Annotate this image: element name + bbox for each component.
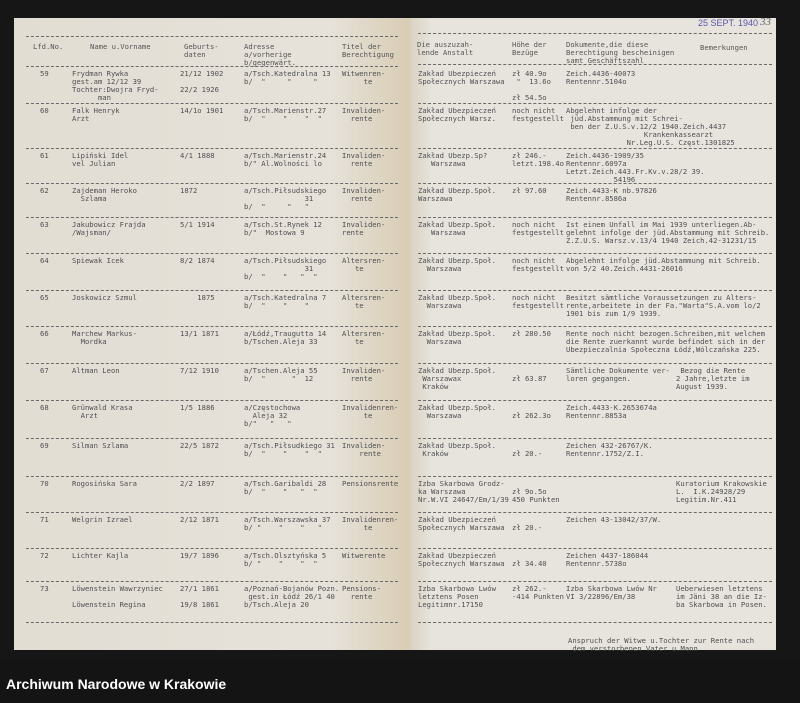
row-73-address: a/Poznań-Bojanów Pozn. gest.in Łódź 26/1 40 b/Tsch.Aleja 20 bbox=[244, 584, 340, 609]
row-64-institution: Zakład Ubezp.Społ. Warszawa bbox=[418, 256, 496, 273]
row-66-birth: 13/1 1871 bbox=[180, 329, 219, 338]
row-72-address: a/Tsch.Olsztyńska 5 b/ " " " " bbox=[244, 551, 327, 568]
archive-name: Archiwum Narodowe w Krakowie bbox=[6, 676, 227, 692]
row-66-name: Marchew Markus- Mordka bbox=[72, 329, 137, 346]
row-64-name: Spiewak Icek bbox=[72, 256, 124, 265]
row-separator bbox=[418, 400, 772, 401]
row-71-no: 71 bbox=[40, 515, 49, 524]
row-59-title: Witwenren- te bbox=[342, 69, 386, 86]
row-69-amount: zł 20.- bbox=[512, 449, 543, 458]
row-63-amount: noch nicht festgestellt bbox=[512, 220, 564, 237]
row-73-documents: Izba Skarbowa Lwów Nr VI 3/22896/Em/38 bbox=[566, 584, 657, 601]
row-65-title: Altersren- te bbox=[342, 293, 386, 310]
row-60-birth: 14/1o 1901 bbox=[180, 106, 224, 115]
row-70-institution: Izba Skarbowa Grodz- ka Warszawa Nr.W.VI 24647/Em/1/39 bbox=[418, 479, 509, 504]
row-72-birth: 19/7 1896 bbox=[180, 551, 219, 560]
row-60-no: 60 bbox=[40, 106, 49, 115]
row-63-name: Jakubowicz Frajda /Wajsman/ bbox=[72, 220, 146, 237]
header-birth: Geburts- daten bbox=[184, 42, 219, 59]
row-66-title: Altersren- te bbox=[342, 329, 386, 346]
row-separator bbox=[26, 148, 398, 149]
header-no: Lfd.No. bbox=[33, 42, 64, 51]
row-62-name: Zajdeman Heroko Szlama bbox=[72, 186, 137, 203]
row-70-no: 70 bbox=[40, 479, 49, 488]
row-73-name: Löwenstein Wawrzyniec Löwenstein Regina bbox=[72, 584, 163, 609]
row-72-title: Witwerente bbox=[342, 551, 386, 560]
row-67-remarks: Bezog die Rente 2 Jahre,letzte im August 1939. bbox=[676, 366, 750, 391]
row-60-documents: Abgelehnt infolge der jüd.Abstammung mit Schrei- ben der Z.U.S.v.12/2 1940.Zeich.4437 Krankenkassearzt Nr.Leg.U.S. Częst.1301825 bbox=[566, 106, 735, 147]
row-separator bbox=[418, 217, 772, 218]
row-71-documents: Zeichen 43-13042/37/W. bbox=[566, 515, 662, 524]
row-64-address: a/Tsch.Piłsudskiego 31 b/ " " " " bbox=[244, 256, 327, 281]
row-63-institution: Zakład Ubezp.Społ. Warszawa bbox=[418, 220, 496, 237]
row-67-documents: Sämtliche Dokumente ver- loren gegangen. bbox=[566, 366, 670, 383]
row-70-remarks: Kuratorium Krakowskie L. I.K.24928/29 Legitim.Nr.411 bbox=[676, 479, 767, 504]
row-separator bbox=[26, 363, 398, 364]
row-separator bbox=[418, 253, 772, 254]
row-63-birth: 5/1 1914 bbox=[180, 220, 215, 229]
row-separator bbox=[26, 290, 398, 291]
row-66-no: 66 bbox=[40, 329, 49, 338]
row-separator bbox=[418, 103, 772, 104]
row-68-documents: Zeich.4433-K.2653674a Rentennr.8853a bbox=[566, 403, 657, 420]
row-61-birth: 4/1 1888 bbox=[180, 151, 215, 160]
row-64-no: 64 bbox=[40, 256, 49, 265]
row-72-no: 72 bbox=[40, 551, 49, 560]
row-separator bbox=[418, 290, 772, 291]
row-separator bbox=[418, 581, 772, 582]
row-59-birth: 21/12 1902 22/2 1926 bbox=[180, 69, 224, 94]
row-62-title: Invaliden- rente bbox=[342, 186, 386, 203]
row-67-institution: Zakład Ubezp.Społ. Warszawax Kraków bbox=[418, 366, 496, 391]
row-separator bbox=[418, 183, 772, 184]
row-62-documents: Zeich.4433-K nb.97826 Rentennr.8586a bbox=[566, 186, 657, 203]
row-71-address: a/Tsch.Warszawska 37 b/ " " " " bbox=[244, 515, 331, 532]
row-59-no: 59 bbox=[40, 69, 49, 78]
row-64-documents: Abgelehnt infolge jüd.Abstammung mit Schreib. von 5/2 40.Zeich.4431-26016 bbox=[566, 256, 761, 273]
page-number: 33 bbox=[760, 16, 771, 28]
row-62-birth: 1872 bbox=[180, 186, 198, 195]
row-71-name: Welgrin Izrael bbox=[72, 515, 133, 524]
row-70-name: Rogosińska Sara bbox=[72, 479, 137, 488]
row-60-title: Invaliden- rente bbox=[342, 106, 386, 123]
row-separator bbox=[418, 548, 772, 549]
row-69-documents: Zeichen 432-26767/K. Rentennr.1752/Z.I. bbox=[566, 441, 653, 458]
row-separator bbox=[418, 363, 772, 364]
row-61-documents: Zeich.4436-1909/35 Rentennr.6097a Letzt.Zeich.443.Fr.Kv.v.28/2 39. 54196 bbox=[566, 151, 705, 184]
row-63-documents: Ist einem Unfall im Mai 1939 unterliegen.Ab- gelehnt infolge der jüd.Abstammung mit Schreib. Z.Z.U.S. Warsz.v.13/4 1940 Zeich.42-31231/15 bbox=[566, 220, 770, 245]
row-59-documents: Zeich.4436-40073 Rentennr.5104o bbox=[566, 69, 636, 86]
row-68-name: Grünwald Krasa Arzt bbox=[72, 403, 133, 420]
row-65-birth: 1875 bbox=[180, 293, 215, 302]
row-70-amount: zł 9o.5o 450 Punkten bbox=[512, 487, 560, 504]
row-61-name: Lipiński Idel vel Julian bbox=[72, 151, 129, 168]
row-separator bbox=[418, 512, 772, 513]
row-72-documents: Zeichen 4437-186044 Rentennr.5738o bbox=[566, 551, 649, 568]
header-institution: Die auszuzah- lende Anstalt bbox=[417, 40, 474, 57]
header-name: Name u.Vorname bbox=[90, 42, 151, 51]
row-70-address: a/Tsch.Garibaldi 28 b/ " " " " bbox=[244, 479, 327, 496]
row-67-title: Invaliden- rente bbox=[342, 366, 386, 383]
row-71-title: Invalidenren- te bbox=[342, 515, 399, 532]
row-64-title: Altersren- te bbox=[342, 256, 386, 273]
header-amount: Höhe der Bezüge bbox=[512, 40, 547, 57]
row-separator bbox=[418, 33, 772, 34]
row-67-no: 67 bbox=[40, 366, 49, 375]
footer-bar bbox=[0, 660, 800, 703]
row-71-birth: 2/12 1871 bbox=[180, 515, 219, 524]
row-separator bbox=[26, 253, 398, 254]
row-62-institution: Zakład Ubezp.Społ. Warszawa bbox=[418, 186, 496, 203]
row-70-title: Pensionsrente bbox=[342, 479, 399, 488]
row-separator bbox=[418, 476, 772, 477]
row-66-address: a/Łódź,Traugutta 14 b/Tschen.Aleja 33 bbox=[244, 329, 327, 346]
row-65-documents: Besitzt sämtliche Voraussetzungen zu Alters- rente,arbeitete in der Fa."Warta"S.A.vom lo/2 1901 bis zum 1/9 1939. bbox=[566, 293, 761, 318]
row-separator bbox=[26, 512, 398, 513]
row-60-amount: noch nicht festgestellt bbox=[512, 106, 564, 123]
row-separator bbox=[418, 64, 772, 65]
row-73-title: Pensions- rente bbox=[342, 584, 381, 601]
row-separator bbox=[418, 148, 772, 149]
row-66-documents: Rente noch nicht bezogen.Schreiben,mit welchem die Rente zuerkannt wurde befindet sich in der Ubezpieczalnia Społeczna Łódź,Wólczańska 225. bbox=[566, 329, 766, 354]
row-65-institution: Zakład Ubezp.Społ. Warszawa bbox=[418, 293, 496, 310]
row-63-address: a/Tsch.St.Rynek 12 b/" Mostowa 9 bbox=[244, 220, 322, 237]
row-separator bbox=[26, 581, 398, 582]
header-address: Adresse a/vorherige b/gegenwärt. bbox=[244, 42, 296, 67]
row-separator bbox=[26, 548, 398, 549]
row-separator bbox=[26, 438, 398, 439]
row-69-birth: 22/5 1872 bbox=[180, 441, 219, 450]
row-68-title: Invalidenren- te bbox=[342, 403, 399, 420]
header-title: Titel der Berechtigung bbox=[342, 42, 394, 59]
row-63-title: Invaliden- rente bbox=[342, 220, 386, 237]
row-66-amount: zł 280.50 bbox=[512, 329, 551, 338]
row-separator bbox=[26, 36, 398, 37]
row-separator bbox=[26, 183, 398, 184]
row-separator bbox=[26, 217, 398, 218]
row-65-amount: noch nicht festgestellt bbox=[512, 293, 564, 310]
row-72-amount: zł 34.40 bbox=[512, 559, 547, 568]
row-59-institution: Zakład Ubezpieczeń Społecznych Warszawa bbox=[418, 69, 505, 86]
row-68-birth: 1/5 1886 bbox=[180, 403, 215, 412]
row-67-birth: 7/12 1910 bbox=[180, 366, 219, 375]
row-72-name: Lichter Kajla bbox=[72, 551, 129, 560]
row-61-institution: Zakład Ubezp.Sp? Warszawa bbox=[418, 151, 488, 168]
row-67-address: a/Tschen.Aleja 55 b/ " " 12 bbox=[244, 366, 318, 383]
row-62-amount: zł 97.60 bbox=[512, 186, 547, 195]
row-68-address: a/Częstochowa Aleja 32 b/" " " bbox=[244, 403, 301, 428]
row-69-name: Silman Szlama bbox=[72, 441, 129, 450]
row-73-no: 73 bbox=[40, 584, 49, 593]
row-71-amount: zł 20.- bbox=[512, 523, 543, 532]
row-60-name: Falk Henryk Arzt bbox=[72, 106, 120, 123]
row-separator bbox=[26, 400, 398, 401]
row-separator bbox=[26, 476, 398, 477]
row-59-name: Frydman Rywka gest.am 12/12 39 Tochter:Dwojra Fryd- man bbox=[72, 69, 159, 102]
row-60-institution: Zakład Ubezpieczeń Społecznych Warsz. bbox=[418, 106, 496, 123]
row-68-amount: zł 262.3o bbox=[512, 411, 551, 420]
row-68-no: 68 bbox=[40, 403, 49, 412]
row-69-address: a/Tsch.Piłsudkiego 31 b/ " " " " bbox=[244, 441, 335, 458]
row-59-amount: zł 40.9o " 13.6o zł 54.5o bbox=[512, 69, 551, 102]
row-65-name: Joskowicz Szmul bbox=[72, 293, 137, 302]
date-stamp: 25 SEPT. 1940 bbox=[698, 18, 759, 28]
row-68-institution: Zakład Ubezp.Społ. Warszawa bbox=[418, 403, 496, 420]
row-70-birth: 2/2 1897 bbox=[180, 479, 215, 488]
row-separator bbox=[418, 326, 772, 327]
row-61-address: a/Tsch.Marienstr.24 b/" Al.Wolności lo bbox=[244, 151, 327, 168]
row-66-institution: Zakład Ubezp.Społ. Warszawa bbox=[418, 329, 496, 346]
row-69-no: 69 bbox=[40, 441, 49, 450]
row-67-amount: zł 63.87 bbox=[512, 374, 547, 383]
row-71-institution: Zakład Ubezpieczeń Społecznych Warszawa bbox=[418, 515, 505, 532]
row-60-address: a/Tsch.Marienstr.27 b/ " " " " bbox=[244, 106, 327, 123]
header-remarks: Bemerkungen bbox=[700, 43, 748, 52]
row-61-no: 61 bbox=[40, 151, 49, 160]
row-separator bbox=[418, 438, 772, 439]
row-72-institution: Zakład Ubezpieczeń Społecznych Warszawa bbox=[418, 551, 505, 568]
row-63-no: 63 bbox=[40, 220, 49, 229]
row-69-title: Invaliden- rente bbox=[342, 441, 386, 458]
row-73-note: Anspruch der Witwe u.Tochter zur Rente nach dem verstorbenen Vater u.Mann bbox=[568, 636, 755, 653]
row-65-address: a/Tsch.Katedralna 7 b/ " " " bbox=[244, 293, 327, 310]
row-62-no: 62 bbox=[40, 186, 49, 195]
row-73-remarks: Ueberwiesen letztens im Jäni 38 an die Iz- ba Skarbowa in Posen. bbox=[676, 584, 767, 609]
row-73-institution: Izba Skarbowa Lwów letztens Posen Legitimnr.17150 bbox=[418, 584, 496, 609]
row-73-birth: 27/1 1861 19/8 1861 bbox=[180, 584, 219, 609]
row-64-amount: noch nicht festgestellt bbox=[512, 256, 564, 273]
row-59-address: a/Tsch.Katedralna 13 b/ " " " bbox=[244, 69, 331, 86]
row-separator bbox=[26, 326, 398, 327]
row-separator bbox=[26, 66, 398, 67]
row-separator bbox=[26, 103, 398, 104]
row-separator bbox=[418, 622, 772, 623]
row-64-birth: 8/2 1874 bbox=[180, 256, 215, 265]
row-separator bbox=[26, 622, 398, 623]
row-61-title: Invaliden- rente bbox=[342, 151, 386, 168]
row-62-address: a/Tsch.Piłsudskiego 31 b/ " " " bbox=[244, 186, 327, 211]
row-69-institution: Zakład Ubezp.Społ. Kraków bbox=[418, 441, 496, 458]
row-61-amount: zł 246.- letzt.198.4o bbox=[512, 151, 564, 168]
row-65-no: 65 bbox=[40, 293, 49, 302]
row-67-name: Altman Leon bbox=[72, 366, 120, 375]
row-73-amount: zł 262.- -414 Punkten bbox=[512, 584, 564, 601]
header-documents: Dokumente,die diese Berechtigung bescheinigen samt Geschäftszahl bbox=[566, 40, 675, 65]
